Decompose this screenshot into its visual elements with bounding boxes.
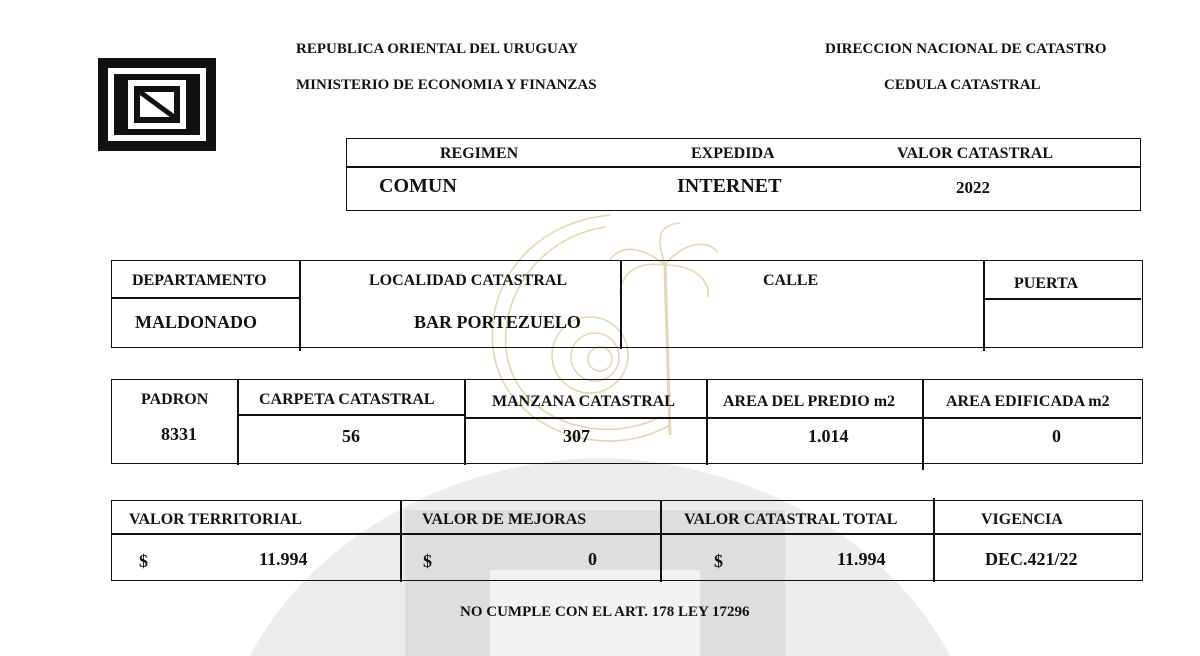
mejoras-label: VALOR DE MEJORAS xyxy=(422,511,587,528)
carpeta-label: CARPETA CATASTRAL xyxy=(259,391,435,408)
area-predio-value: 1.014 xyxy=(808,426,849,446)
total-value: 11.994 xyxy=(837,549,886,569)
territorial-value: 11.994 xyxy=(259,549,308,569)
area-predio-label: AREA DEL PREDIO m2 xyxy=(723,393,896,410)
vigencia-value: DEC.421/22 xyxy=(985,549,1078,569)
territorial-currency: $ xyxy=(139,551,148,571)
catastro-logo-icon xyxy=(98,58,216,151)
country-name: REPUBLICA ORIENTAL DEL URUGUAY xyxy=(296,41,579,57)
manzana-value: 307 xyxy=(563,426,590,446)
parcel-table xyxy=(111,379,1143,464)
regimen-value: COMUN xyxy=(379,175,457,197)
departamento-label: DEPARTAMENTO xyxy=(132,272,267,289)
ministry-name: MINISTERIO DE ECONOMIA Y FINANZAS xyxy=(296,77,597,93)
area-edificada-value: 0 xyxy=(1052,426,1061,446)
puerta-label: PUERTA xyxy=(1014,275,1079,292)
localidad-label: LOCALIDAD CATASTRAL xyxy=(369,272,568,289)
expedida-label: EXPEDIDA xyxy=(691,145,775,162)
departamento-value: MALDONADO xyxy=(135,312,257,332)
padron-label: PADRON xyxy=(141,391,209,408)
document-title: CEDULA CATASTRAL xyxy=(884,77,1041,93)
regimen-box xyxy=(346,138,1141,211)
values-table xyxy=(111,500,1143,581)
valor-catastral-label: VALOR CATASTRAL xyxy=(897,145,1054,162)
carpeta-value: 56 xyxy=(342,426,360,446)
padron-value: 8331 xyxy=(161,424,197,444)
compliance-note: NO CUMPLE CON EL ART. 178 LEY 17296 xyxy=(460,604,750,620)
mejoras-value: 0 xyxy=(588,549,597,569)
territorial-label: VALOR TERRITORIAL xyxy=(129,511,302,528)
manzana-label: MANZANA CATASTRAL xyxy=(492,393,675,410)
total-label: VALOR CATASTRAL TOTAL xyxy=(684,511,898,528)
expedida-value: INTERNET xyxy=(677,175,782,197)
calle-label: CALLE xyxy=(763,272,819,289)
mejoras-currency: $ xyxy=(423,551,432,571)
vigencia-label: VIGENCIA xyxy=(981,511,1063,528)
localidad-value: BAR PORTEZUELO xyxy=(414,312,581,332)
valor-catastral-value: 2022 xyxy=(956,178,990,197)
regimen-label: REGIMEN xyxy=(440,145,519,162)
agency-name: DIRECCION NACIONAL DE CATASTRO xyxy=(825,41,1107,57)
total-currency: $ xyxy=(714,551,723,571)
area-edificada-label: AREA EDIFICADA m2 xyxy=(946,393,1110,410)
location-table xyxy=(111,260,1143,348)
